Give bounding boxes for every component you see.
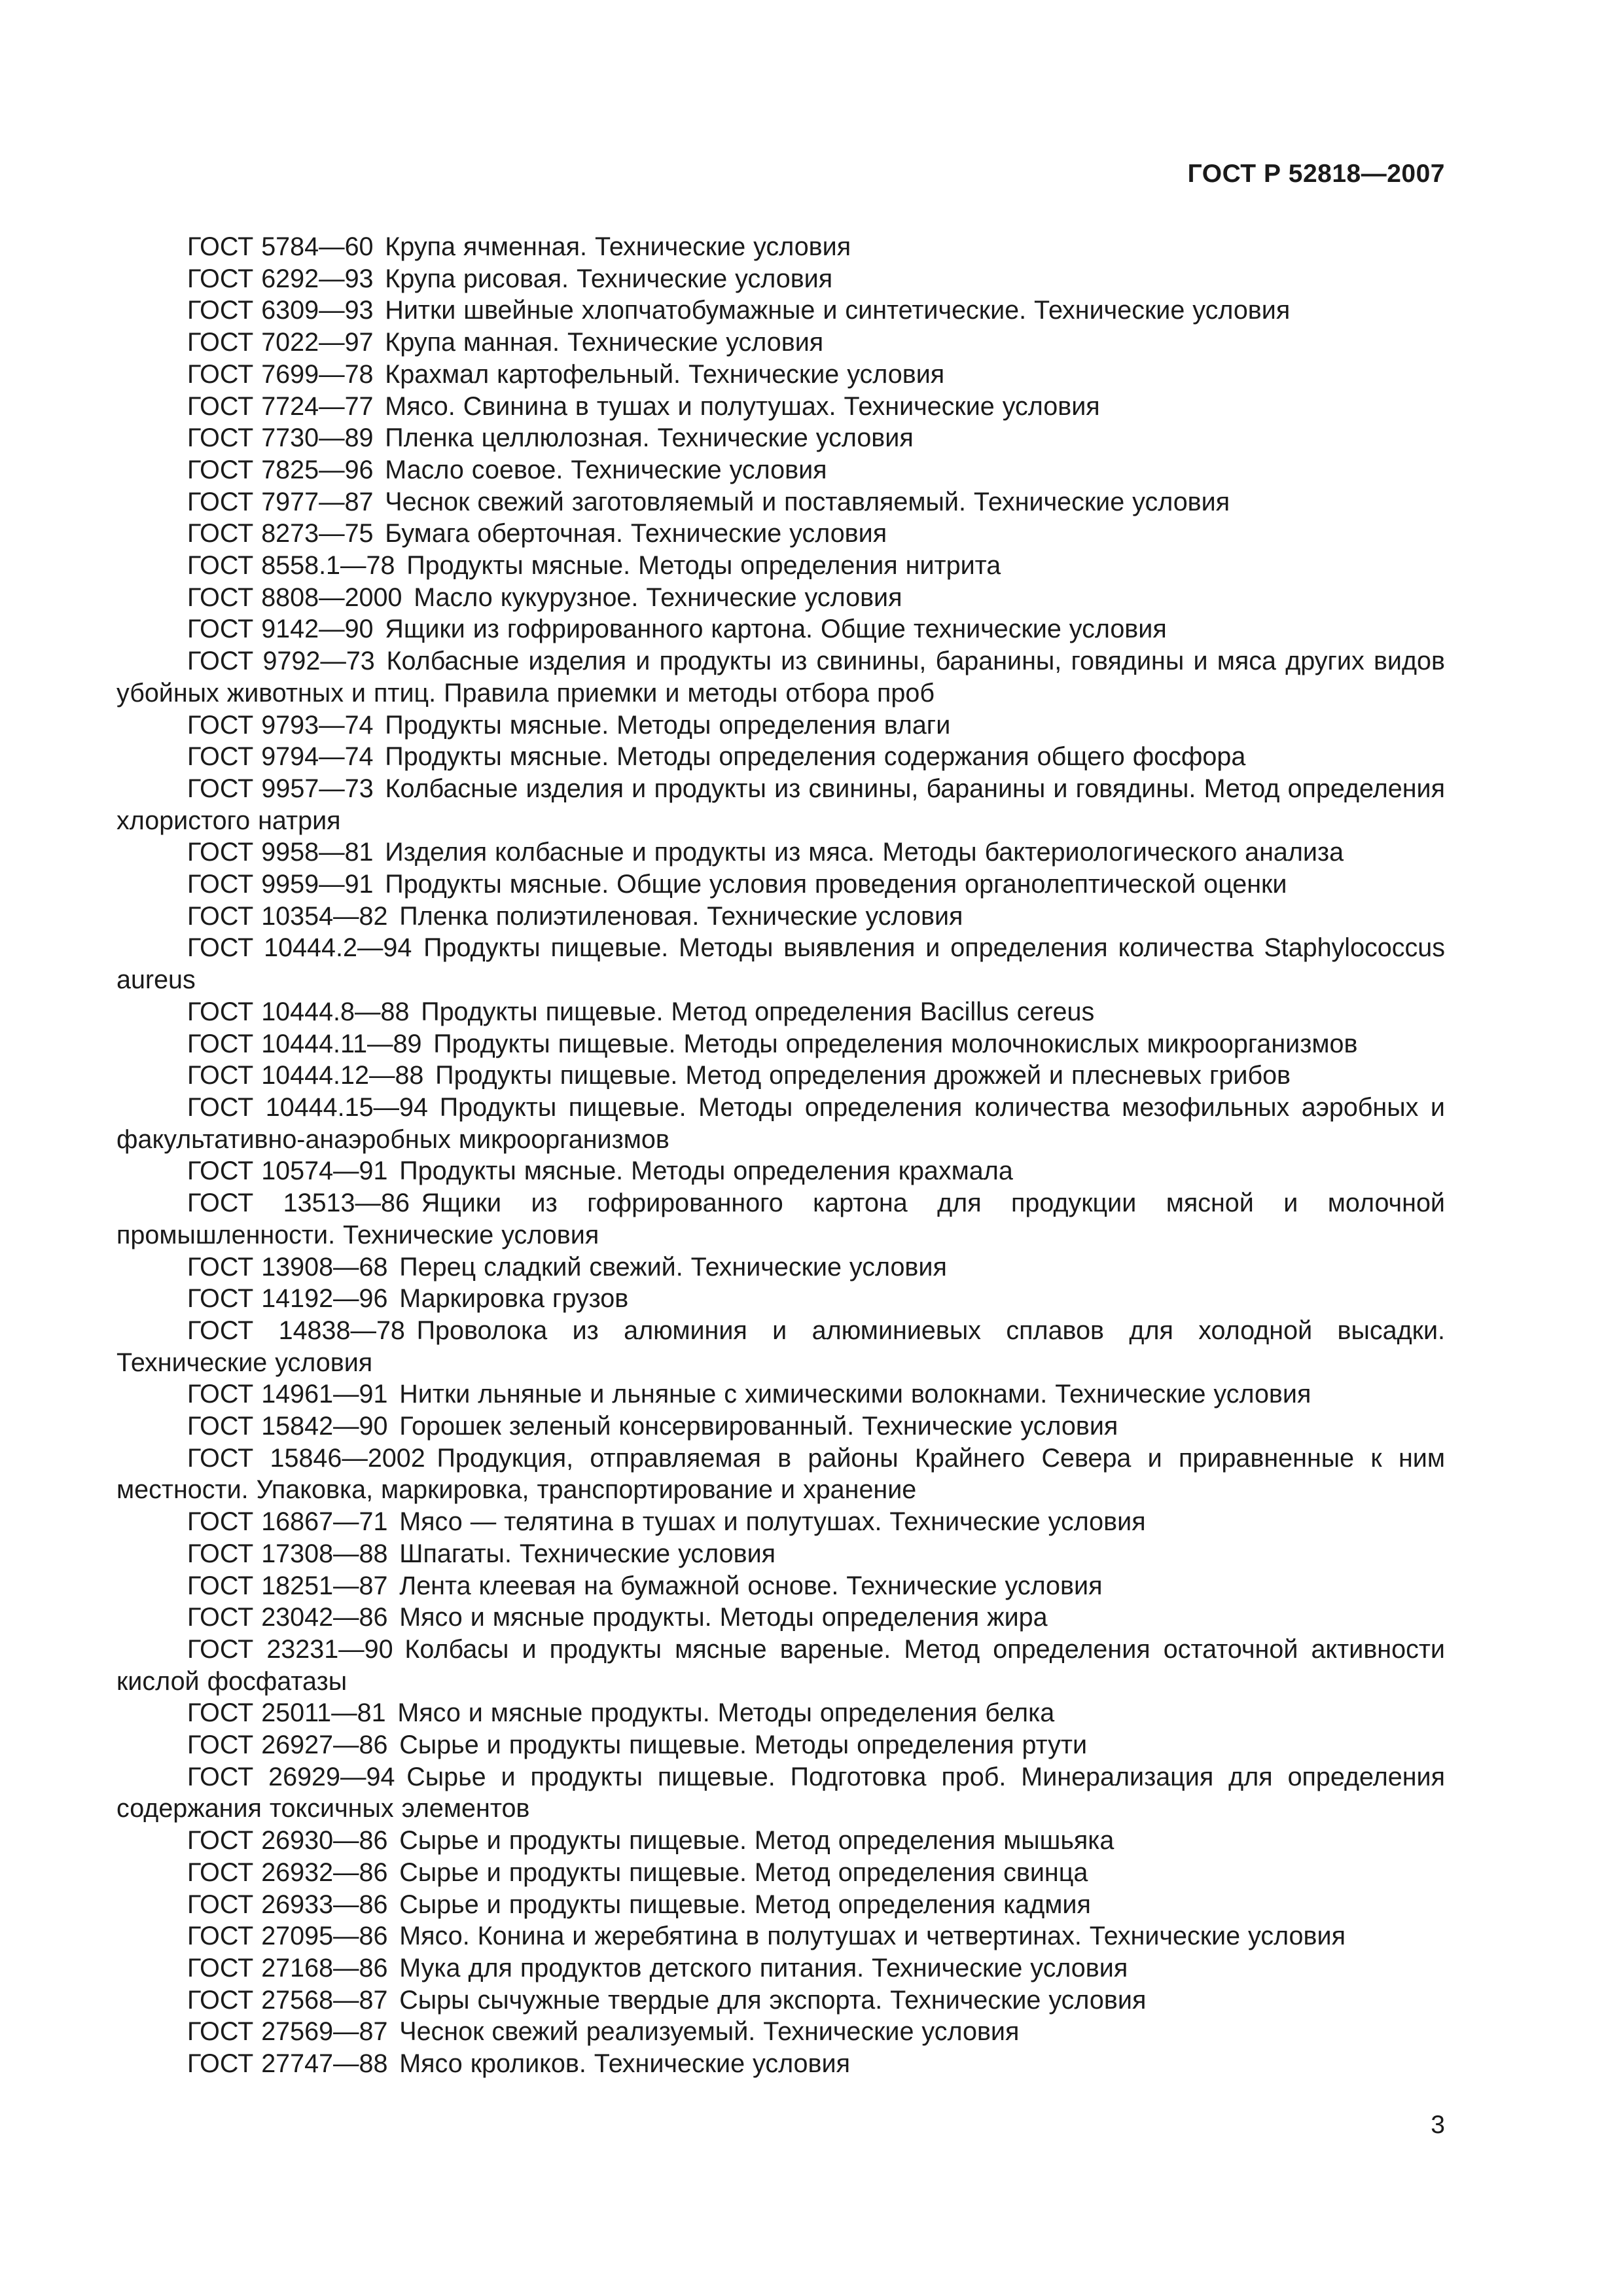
reference-code: ГОСТ 14838—78 (187, 1316, 405, 1345)
reference-title: Масло кукурузное. Технические условия (414, 583, 902, 612)
reference-entry (116, 709, 1445, 742)
reference-code: ГОСТ 9958—81 (187, 838, 374, 867)
reference-title: Продукты пищевые. Метод определения Bacillus cereus (421, 997, 1095, 1026)
reference-title: Горошек зеленый консервированный. Технические условия (399, 1412, 1118, 1441)
reference-entry (116, 1315, 1445, 1378)
reference-title: Маркировка грузов (399, 1284, 629, 1314)
reference-title: Сырье и продукты пищевые. Метод определения кадмия (399, 1890, 1091, 1919)
reference-code: ГОСТ 7022—97 (187, 328, 374, 357)
reference-entry (116, 932, 1445, 996)
reference-title: Нитки швейные хлопчатобумажные и синтетические. Технические условия (385, 296, 1291, 325)
reference-entry (116, 1920, 1445, 1952)
reference-code: ГОСТ 7977—87 (187, 487, 374, 516)
reference-entry (116, 1889, 1445, 1921)
reference-code: ГОСТ 27568—87 (187, 1985, 388, 2015)
reference-entry (116, 422, 1445, 454)
reference-code: ГОСТ 15846—2002 (187, 1443, 425, 1473)
reference-code: ГОСТ 10354—82 (187, 901, 388, 931)
reference-title: Чеснок свежий реализуемый. Технические условия (399, 2017, 1020, 2047)
reference-title: Сырье и продукты пищевые. Методы определения ртути (399, 1731, 1088, 1760)
reference-code: ГОСТ 17308—88 (187, 1539, 388, 1568)
reference-entry (116, 2048, 1445, 2080)
reference-code: ГОСТ 15842—90 (187, 1412, 388, 1441)
reference-title: Бумага оберточная. Технические условия (385, 519, 887, 548)
normative-references-list (116, 231, 1445, 2080)
reference-entry (116, 1060, 1445, 1092)
reference-title: Продукты мясные. Методы определения содержания общего фосфора (385, 742, 1246, 772)
reference-title: Продукты мясные. Общие условия проведения органолептической оценки (385, 870, 1287, 899)
reference-code: ГОСТ 10444.12—88 (187, 1061, 424, 1090)
reference-title: Продукция, отправляемая в районы Крайнего Севера и приравненные к ним местности. Упаковка, маркировка, транспортирование и хранение (116, 1443, 1445, 1505)
reference-title: Перец сладкий свежий. Технические условия (399, 1252, 947, 1282)
reference-entry (116, 741, 1445, 773)
reference-title: Сырье и продукты пищевые. Метод определения мышьяка (399, 1826, 1115, 1856)
reference-entry (116, 1825, 1445, 1857)
reference-entry (116, 996, 1445, 1028)
reference-code: ГОСТ 27747—88 (187, 2049, 388, 2079)
reference-title: Колбасные изделия и продукты из свинины, баранины, говядины и мяса других видов убойных животных и птиц. Правила приемки и методы отбора проб (116, 647, 1445, 708)
reference-code: ГОСТ 6309—93 (187, 296, 374, 325)
reference-entry (116, 773, 1445, 836)
reference-title: Шпагаты. Технические условия (399, 1539, 776, 1568)
reference-entry (116, 550, 1445, 582)
reference-code: ГОСТ 26930—86 (187, 1826, 388, 1856)
reference-title: Продукты пищевые. Методы выявления и определения количества Staphylococcus aureus (116, 933, 1445, 995)
reference-title: Мука для продуктов детского питания. Технические условия (399, 1953, 1128, 1982)
reference-entry (116, 1570, 1445, 1602)
reference-title: Продукты пищевые. Методы определения количества мезофильных аэробных и факультативно-анаэробных микроорганизмов (116, 1092, 1445, 1154)
reference-code: ГОСТ 5784—60 (187, 232, 374, 261)
reference-code: ГОСТ 26932—86 (187, 1857, 388, 1887)
reference-title: Пленка целлюлозная. Технические условия (385, 423, 914, 453)
reference-title: Лента клеевая на бумажной основе. Технические условия (399, 1571, 1103, 1600)
reference-title: Нитки льняные и льняные с химическими волокнами. Технические условия (399, 1380, 1311, 1409)
reference-code: ГОСТ 26927—86 (187, 1731, 388, 1760)
reference-entry (116, 645, 1445, 709)
reference-entry (116, 1729, 1445, 1761)
reference-entry (116, 1251, 1445, 1283)
reference-entry (116, 327, 1445, 359)
reference-code: ГОСТ 10574—91 (187, 1157, 388, 1186)
reference-title: Продукты пищевые. Метод определения дрожжей и плесневых грибов (435, 1061, 1291, 1090)
reference-entry (116, 231, 1445, 263)
reference-entry (116, 1697, 1445, 1729)
reference-code: ГОСТ 8808—2000 (187, 583, 402, 612)
reference-entry (116, 1283, 1445, 1315)
reference-code: ГОСТ 8558.1—78 (187, 551, 395, 581)
reference-title: Мясо кроликов. Технические условия (399, 2049, 850, 2079)
reference-title: Продукты мясные. Методы определения крахмала (399, 1157, 1013, 1186)
reference-code: ГОСТ 7825—96 (187, 455, 374, 484)
reference-entry (116, 613, 1445, 645)
reference-title: Крупа ячменная. Технические условия (385, 232, 851, 261)
reference-title: Ящики из гофрированного картона. Общие технические условия (385, 615, 1167, 644)
reference-entry (116, 1761, 1445, 1825)
reference-entry (116, 1952, 1445, 1984)
reference-title: Крупа рисовая. Технические условия (385, 264, 833, 293)
reference-code: ГОСТ 26929—94 (187, 1762, 395, 1791)
reference-entry (116, 518, 1445, 550)
reference-entry (116, 869, 1445, 901)
reference-title: Мясо. Конина и жеребятина в полутушах и четвертинах. Технические условия (399, 1922, 1346, 1951)
reference-entry (116, 391, 1445, 423)
reference-title: Крахмал картофельный. Технические условия (385, 359, 945, 389)
reference-title: Пленка полиэтиленовая. Технические условия (399, 901, 963, 931)
reference-code: ГОСТ 13908—68 (187, 1252, 388, 1282)
reference-code: ГОСТ 8273—75 (187, 519, 374, 548)
reference-entry (116, 1187, 1445, 1251)
reference-code: ГОСТ 9794—74 (187, 742, 374, 772)
reference-code: ГОСТ 9957—73 (187, 774, 374, 803)
reference-entry (116, 454, 1445, 486)
reference-code: ГОСТ 18251—87 (187, 1571, 388, 1600)
reference-title: Проволока из алюминия и алюминиевых сплавов для холодной высадки. Технические условия (116, 1316, 1445, 1377)
reference-code: ГОСТ 9959—91 (187, 870, 374, 899)
reference-code: ГОСТ 7730—89 (187, 423, 374, 453)
reference-entry (116, 1857, 1445, 1889)
reference-entry (116, 582, 1445, 614)
reference-code: ГОСТ 7699—78 (187, 359, 374, 389)
reference-title: Мясо. Свинина в тушах и полутушах. Технические условия (385, 391, 1100, 421)
reference-code: ГОСТ 14192—96 (187, 1284, 388, 1314)
reference-code: ГОСТ 27095—86 (187, 1922, 388, 1951)
reference-entry (116, 1378, 1445, 1410)
reference-code: ГОСТ 27168—86 (187, 1953, 388, 1982)
reference-code: ГОСТ 9793—74 (187, 710, 374, 740)
reference-title: Мясо и мясные продукты. Методы определения жира (399, 1603, 1048, 1632)
reference-code: ГОСТ 9792—73 (187, 647, 375, 676)
reference-entry (116, 1602, 1445, 1634)
reference-entry (116, 486, 1445, 518)
reference-entry (116, 1155, 1445, 1187)
reference-code: ГОСТ 26933—86 (187, 1890, 388, 1919)
reference-title: Продукты мясные. Методы определения влаги (385, 710, 951, 740)
reference-entry (116, 1538, 1445, 1570)
reference-code: ГОСТ 6292—93 (187, 264, 374, 293)
reference-title: Крупа манная. Технические условия (385, 328, 824, 357)
reference-entry (116, 295, 1445, 327)
reference-title: Продукты мясные. Методы определения нитрита (406, 551, 1001, 581)
reference-title: Мясо — телятина в тушах и полутушах. Технические условия (399, 1507, 1146, 1537)
reference-entry (116, 1634, 1445, 1697)
reference-entry (116, 359, 1445, 391)
reference-entry (116, 1443, 1445, 1506)
reference-code: ГОСТ 27569—87 (187, 2017, 388, 2047)
reference-title: Изделия колбасные и продукты из мяса. Методы бактериологического анализа (385, 838, 1344, 867)
reference-entry (116, 2016, 1445, 2048)
reference-code: ГОСТ 7724—77 (187, 391, 374, 421)
reference-title: Колбасные изделия и продукты из свинины, баранины и говядины. Метод определения хлористого натрия (116, 774, 1445, 835)
reference-code: ГОСТ 10444.2—94 (187, 933, 412, 963)
reference-code: ГОСТ 10444.15—94 (187, 1092, 428, 1122)
reference-entry (116, 1092, 1445, 1155)
reference-code: ГОСТ 25011—81 (187, 1698, 386, 1728)
reference-entry (116, 836, 1445, 869)
page-number: 3 (1431, 2111, 1445, 2139)
reference-title: Сырье и продукты пищевые. Подготовка проб. Минерализация для определения содержания токсичных элементов (116, 1762, 1445, 1823)
reference-entry (116, 1410, 1445, 1443)
reference-title: Масло соевое. Технические условия (385, 455, 827, 484)
reference-code: ГОСТ 9142—90 (187, 615, 374, 644)
reference-code: ГОСТ 14961—91 (187, 1380, 388, 1409)
reference-title: Ящики из гофрированного картона для продукции мясной и молочной промышленности. Технические условия (116, 1189, 1445, 1249)
reference-entry (116, 1506, 1445, 1538)
reference-entry (116, 1028, 1445, 1060)
reference-code: ГОСТ 10444.8—88 (187, 997, 410, 1026)
reference-code: ГОСТ 23042—86 (187, 1603, 388, 1632)
document-code-header: ГОСТ Р 52818—2007 (1187, 160, 1445, 188)
reference-entry (116, 1984, 1445, 2017)
reference-code: ГОСТ 13513—86 (187, 1189, 410, 1218)
reference-entry (116, 901, 1445, 933)
reference-code: ГОСТ 16867—71 (187, 1507, 388, 1537)
reference-title: Чеснок свежий заготовляемый и поставляемый. Технические условия (385, 487, 1230, 516)
reference-title: Мясо и мясные продукты. Методы определения белка (397, 1698, 1055, 1728)
reference-code: ГОСТ 10444.11—89 (187, 1029, 422, 1058)
reference-title: Колбасы и продукты мясные вареные. Метод определения остаточной активности кислой фосфатазы (116, 1634, 1445, 1696)
reference-title: Продукты пищевые. Методы определения молочнокислых микроорганизмов (433, 1029, 1358, 1058)
reference-title: Сыры сычужные твердые для экспорта. Технические условия (399, 1985, 1147, 2015)
reference-title: Сырье и продукты пищевые. Метод определения свинца (399, 1857, 1088, 1887)
reference-code: ГОСТ 23231—90 (187, 1634, 393, 1664)
reference-entry (116, 263, 1445, 295)
